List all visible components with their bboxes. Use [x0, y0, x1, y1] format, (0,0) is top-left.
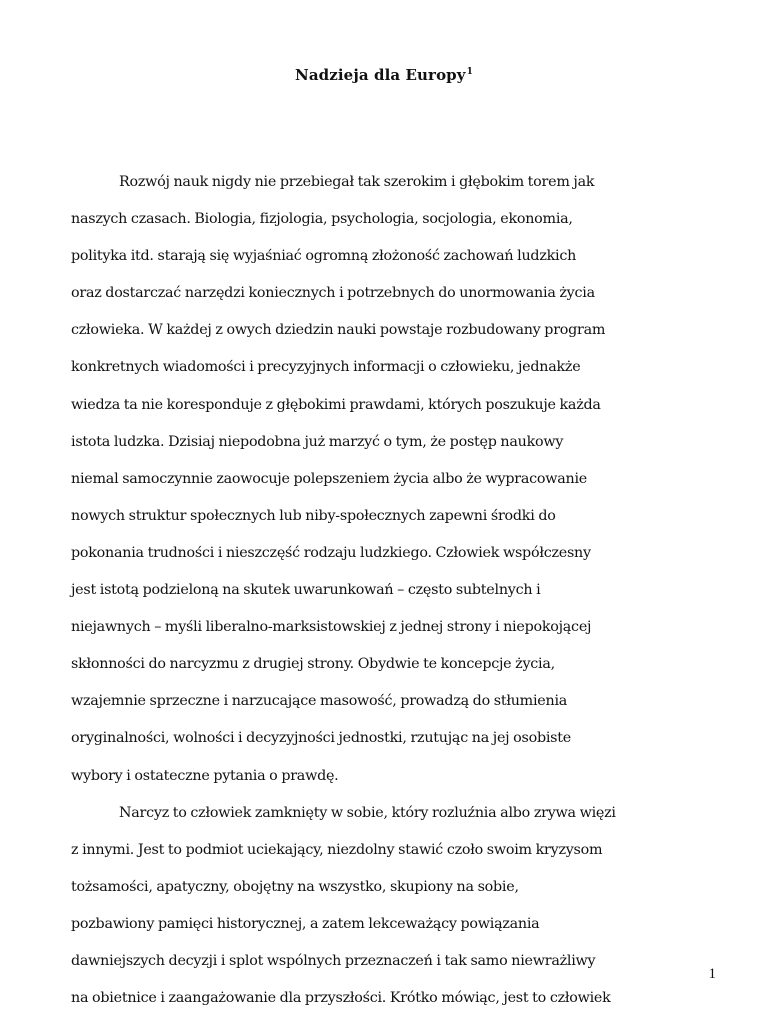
text-line: dawniejszych decyzji i splot wspólnych przeznaczeń i tak samo niewrażliwy	[71, 952, 596, 969]
text-line: Narcyz to człowiek zamknięty w sobie, który rozluźnia albo zrywa więzi	[119, 804, 616, 821]
text-line: polityka itd. starają się wyjaśniać ogromną złożoność zachowań ludzkich	[71, 248, 577, 265]
text-line: jest istotą podzieloną na skutek uwarunkowań – często subtelnych i	[71, 582, 541, 599]
text-line: z innymi. Jest to podmiot uciekający, niezdolny stawić czoło swoim kryzysom	[71, 841, 603, 858]
footnote-marker: 1	[466, 67, 473, 77]
text-line: skłonności do narcyzmu z drugiej strony. Obydwie te koncepcje życia,	[71, 656, 555, 673]
text-line: niejawnych – myśli liberalno-marksistowskiej z jednej strony i niepokojącej	[71, 619, 592, 636]
text-line: Rozwój nauk nigdy nie przebiegał tak szerokim i głębokim torem jak	[119, 174, 595, 190]
text-line: człowieka. W każdej z owych dziedzin nauki powstaje rozbudowany program	[71, 322, 606, 339]
text-line: wzajemnie sprzeczne i narzucające masowość, prowadzą do stłumienia	[71, 693, 568, 710]
text-line: niemal samoczynnie zaowocuje polepszeniem życia albo że wypracowanie	[71, 470, 587, 487]
paragraph-1	[71, 164, 701, 795]
text-line: wybory i ostateczne pytania o prawdę.	[71, 767, 339, 784]
text-line: konkretnych wiadomości i precyzyjnych informacji o człowieku, jednakże	[71, 359, 581, 376]
text-line: pokonania trudności i nieszczęść rodzaju ludzkiego. Człowiek współczesny	[71, 544, 591, 561]
text-line: istota ludzka. Dzisiaj niepodobna już marzyć o tym, że postęp naukowy	[71, 433, 564, 450]
text-line: pozbawiony pamięci historycznej, a zatem lekceważący powiązania	[71, 915, 540, 932]
page-number: 1	[708, 966, 716, 982]
document-body	[71, 164, 701, 1017]
text-line: oraz dostarczać narzędzi koniecznych i potrzebnych do unormowania życia	[71, 285, 595, 302]
text-line: na obietnice i zaangażowanie dla przyszłości. Krótko mówiąc, jest to człowiek	[71, 990, 611, 1007]
document-title-text: Nadzieja dla Europy	[295, 66, 466, 84]
document-title	[0, 66, 768, 84]
paragraph-2	[71, 795, 701, 1017]
text-line: wiedza ta nie koresponduje z głębokimi prawdami, których poszukuje każda	[71, 396, 601, 413]
text-line: oryginalności, wolności i decyzyjności jednostki, rzutując na jej osobiste	[71, 730, 571, 747]
text-line: nowych struktur społecznych lub niby-społecznych zapewni środki do	[71, 507, 556, 524]
text-line: tożsamości, apatyczny, obojętny na wszystko, skupiony na sobie,	[71, 878, 519, 895]
text-line: naszych czasach. Biologia, fizjologia, psychologia, socjologia, ekonomia,	[71, 211, 573, 228]
